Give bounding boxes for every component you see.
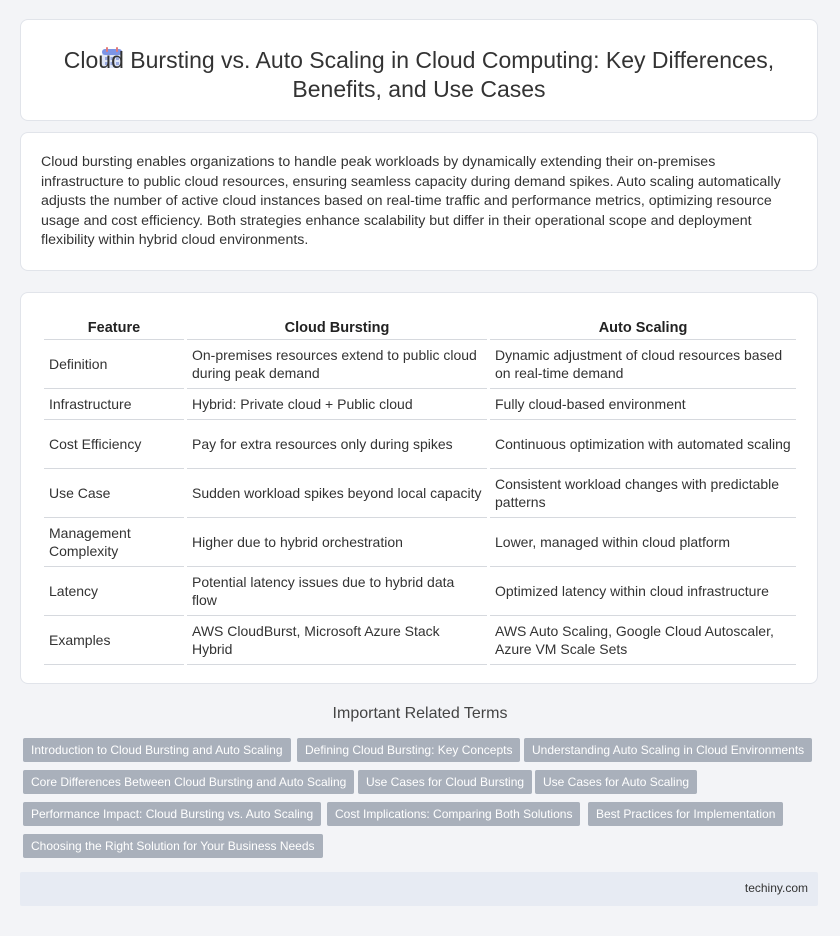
row-auto-scaling: Continuous optimization with automated scaling — [490, 420, 796, 469]
related-term-tag[interactable]: Use Cases for Auto Scaling — [535, 770, 697, 794]
header-auto-scaling: Auto Scaling — [490, 313, 796, 340]
table-row — [44, 469, 796, 518]
header-feature: Feature — [44, 313, 184, 340]
row-cloud-bursting: Higher due to hybrid orchestration — [187, 518, 487, 567]
table-row — [44, 420, 796, 469]
related-term-tag[interactable]: Use Cases for Cloud Bursting — [358, 770, 532, 794]
table-row — [44, 518, 796, 567]
table-row — [44, 340, 796, 389]
row-feature: Management Complexity — [44, 518, 184, 567]
footer-site-name[interactable]: techiny.com — [744, 881, 808, 895]
table-header-row — [44, 313, 796, 340]
row-auto-scaling: Lower, managed within cloud platform — [490, 518, 796, 567]
related-term-tag[interactable]: Cost Implications: Comparing Both Solutions — [327, 802, 580, 826]
related-term-tag[interactable]: Performance Impact: Cloud Bursting vs. Auto Scaling — [23, 802, 321, 826]
row-feature: Cost Efficiency — [44, 420, 184, 469]
page-title: Cloud Bursting vs. Auto Scaling in Cloud Computing: Key Differences, Benefits, and Use Cases — [63, 47, 775, 102]
row-feature: Infrastructure — [44, 389, 184, 420]
header-cloud-bursting: Cloud Bursting — [187, 313, 487, 340]
row-feature: Use Case — [44, 469, 184, 518]
related-term-tag[interactable]: Defining Cloud Bursting: Key Concepts — [297, 738, 520, 762]
row-cloud-bursting: Sudden workload spikes beyond local capacity — [187, 469, 487, 518]
row-feature: Definition — [44, 340, 184, 389]
row-cloud-bursting: Pay for extra resources only during spikes — [187, 420, 487, 469]
row-auto-scaling: Consistent workload changes with predictable patterns — [490, 469, 796, 518]
row-auto-scaling: Optimized latency within cloud infrastructure — [490, 567, 796, 616]
related-term-tag[interactable]: Understanding Auto Scaling in Cloud Environments — [524, 738, 812, 762]
intro-paragraph: Cloud bursting enables organizations to handle peak workloads by dynamically extending their on-premises infrastructure to public cloud resources, ensuring seamless capacity during demand spikes. Auto scaling automatically adjusts the number of active cloud instances based on real-time traffic and performance metrics, optimizing resource usage and cost efficiency. Both strategies enhance scalability but differ in their operational scope and deployment flexibility within hybrid cloud environments. — [41, 154, 781, 249]
intro-card — [20, 132, 818, 271]
row-feature: Examples — [44, 616, 184, 665]
related-term-tag[interactable]: Choosing the Right Solution for Your Business Needs — [23, 834, 323, 858]
related-term-tag[interactable]: Best Practices for Implementation — [588, 802, 783, 826]
row-cloud-bursting: Hybrid: Private cloud + Public cloud — [187, 389, 487, 420]
table-row — [44, 616, 796, 665]
related-terms-title: Important Related Terms — [332, 705, 508, 722]
row-auto-scaling: Dynamic adjustment of cloud resources based on real-time demand — [490, 340, 796, 389]
related-term-tag[interactable]: Introduction to Cloud Bursting and Auto Scaling — [23, 738, 291, 762]
row-cloud-bursting: Potential latency issues due to hybrid data flow — [187, 567, 487, 616]
table-row — [44, 389, 796, 420]
related-term-tag[interactable]: Core Differences Between Cloud Bursting and Auto Scaling — [23, 770, 354, 794]
row-cloud-bursting: AWS CloudBurst, Microsoft Azure Stack Hybrid — [187, 616, 487, 665]
table-row — [44, 567, 796, 616]
header-card — [20, 19, 818, 121]
row-auto-scaling: AWS Auto Scaling, Google Cloud Autoscaler, Azure VM Scale Sets — [490, 616, 796, 665]
comparison-card — [20, 292, 818, 684]
footer — [20, 872, 818, 906]
row-auto-scaling: Fully cloud-based environment — [490, 389, 796, 420]
row-feature: Latency — [44, 567, 184, 616]
row-cloud-bursting: On-premises resources extend to public cloud during peak demand — [187, 340, 487, 389]
comparison-table — [41, 313, 799, 665]
